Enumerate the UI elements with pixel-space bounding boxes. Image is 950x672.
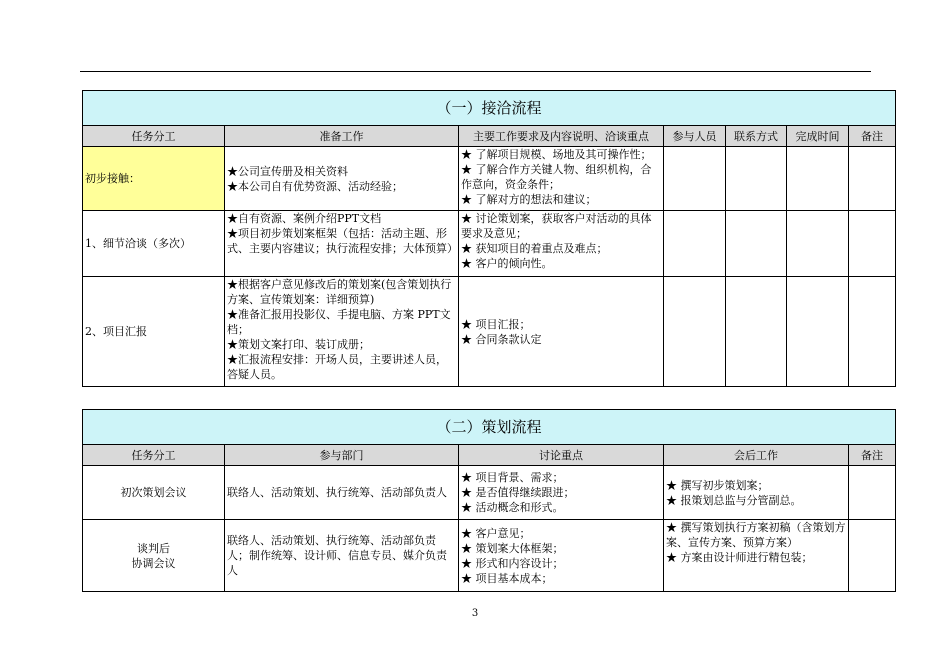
column-header: 完成时间 <box>787 126 849 147</box>
column-header: 联系方式 <box>726 126 787 147</box>
focus-item: ★ 了解合作方关键人物、组织机构，合作意向，资金条件； <box>461 163 652 191</box>
focus-item: ★ 了解对方的想法和建议； <box>461 193 597 206</box>
focus-item: ★ 客户意见； <box>461 526 531 540</box>
focus-item: ★ 客户的倾向性。 <box>461 257 553 270</box>
dept-cell: 联络人、活动策划、执行统筹、活动部负责人 <box>225 466 459 520</box>
empty-cell <box>849 277 896 387</box>
empty-cell <box>787 211 849 277</box>
empty-cell <box>726 211 787 277</box>
focus-item: ★ 策划案大体框架； <box>461 541 564 555</box>
focus-item: ★ 项目汇报； <box>461 317 531 331</box>
header-rule <box>80 71 871 72</box>
focus-cell <box>459 520 664 592</box>
section-title: （二）策划流程 <box>83 410 896 445</box>
task-line: 谈判后 <box>137 541 170 555</box>
prep-cell <box>225 211 459 277</box>
column-header: 准备工作 <box>225 126 459 147</box>
after-cell <box>664 466 849 520</box>
empty-cell <box>664 277 726 387</box>
table-row <box>83 211 896 277</box>
column-header: 主要工作要求及内容说明、洽谈重点 <box>459 126 664 147</box>
column-header: 参与人员 <box>664 126 726 147</box>
prep-item: ★本公司自有优势资源、活动经验； <box>227 179 403 193</box>
empty-cell <box>664 211 726 277</box>
prep-item: ★汇报流程安排：开场人员，主要讲述人员，答疑人员。 <box>227 353 447 381</box>
planning-process-table <box>82 409 896 592</box>
prep-item: ★根据客户意见修改后的策划案(包含策划执行方案、宣传策划案：详细预算) <box>227 278 452 306</box>
task-cell <box>83 466 225 520</box>
column-header: 讨论重点 <box>459 445 664 466</box>
task-line: 协调会议 <box>131 556 176 570</box>
prep-item: ★准备汇报用投影仪、手提电脑、方案 PPT文档； <box>227 308 451 336</box>
focus-item: ★ 获知项目的着重点及难点； <box>461 242 608 255</box>
contact-process-table <box>82 90 896 387</box>
column-header: 任务分工 <box>83 445 225 466</box>
prep-item: ★自有资源、案例介绍PPT文档 <box>227 212 382 225</box>
focus-item: ★ 合同条款认定 <box>461 332 542 346</box>
task-cell: 初步接触： <box>83 147 225 211</box>
after-item: ★ 撰写初步策划案； <box>666 478 769 492</box>
task-cell: 1、细节洽谈（多次） <box>83 211 225 277</box>
focus-item: ★ 讨论策划案，获取客户对活动的具体要求及意见； <box>461 212 652 240</box>
table-row <box>83 520 896 592</box>
column-header: 备注 <box>849 126 896 147</box>
empty-cell <box>787 147 849 211</box>
prep-item: ★项目初步策划案框架（包括：活动主题、形式、主要内容建议；执行流程安排；大体预算） <box>227 227 458 255</box>
focus-item: ★ 是否值得继续跟进； <box>461 486 575 499</box>
focus-item: ★ 项目基本成本； <box>461 571 553 585</box>
table-row <box>83 466 896 520</box>
empty-cell <box>664 147 726 211</box>
prep-cell <box>225 277 459 387</box>
prep-item: ★策划文案打印、装订成册； <box>227 338 370 351</box>
empty-cell <box>849 211 896 277</box>
task-cell <box>83 520 225 592</box>
focus-cell <box>459 466 664 520</box>
column-header: 参与部门 <box>225 445 459 466</box>
focus-cell <box>459 211 664 277</box>
empty-cell <box>787 277 849 387</box>
empty-cell <box>726 277 787 387</box>
task-line: 初次策划会议 <box>120 486 187 499</box>
table-row <box>83 147 896 211</box>
page-number: 3 <box>471 608 479 619</box>
after-item: ★ 报策划总监与分管副总。 <box>666 493 802 507</box>
dept-cell: 联络人、活动策划、执行统筹、活动部负责人；制作统筹、设计师、信息专员、媒介负责人 <box>225 520 459 592</box>
column-header: 会后工作 <box>664 445 849 466</box>
after-cell <box>664 520 849 592</box>
focus-item: ★ 形式和内容设计； <box>461 556 564 570</box>
focus-item: ★ 活动概念和形式。 <box>461 501 564 514</box>
after-item: ★ 方案由设计师进行精包装； <box>666 551 813 564</box>
focus-item: ★ 了解项目规模、场地及其可操作性； <box>461 148 652 161</box>
section-title: （一）接洽流程 <box>83 91 896 126</box>
column-header: 备注 <box>849 445 896 466</box>
after-item: ★ 撰写策划执行方案初稿（含策划方案、宣传方案、预算方案） <box>666 521 846 549</box>
focus-item: ★ 项目背景、需求； <box>461 471 564 484</box>
column-header: 任务分工 <box>83 126 225 147</box>
prep-item: ★公司宣传册及相关资料 <box>227 164 348 178</box>
focus-cell <box>459 277 664 387</box>
empty-cell <box>726 147 787 211</box>
table-row <box>83 277 896 387</box>
task-cell: 2、项目汇报 <box>83 277 225 387</box>
empty-cell <box>849 520 896 592</box>
empty-cell <box>849 466 896 520</box>
prep-cell <box>225 147 459 211</box>
focus-cell <box>459 147 664 211</box>
empty-cell <box>849 147 896 211</box>
